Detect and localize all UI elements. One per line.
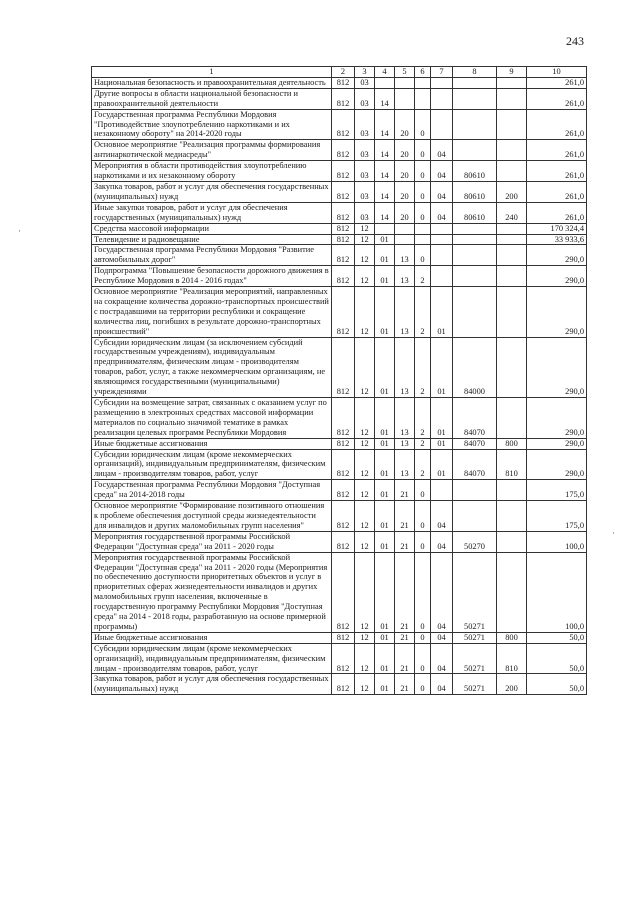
table-row — [92, 480, 587, 501]
code-section: 03 — [355, 77, 375, 88]
code-section: 03 — [355, 202, 375, 223]
code-activity — [431, 480, 453, 501]
code-section: 03 — [355, 109, 375, 140]
code-activity: 04 — [431, 501, 453, 532]
code-activity: 01 — [431, 398, 453, 439]
code-admin: 812 — [332, 202, 355, 223]
row-name: Субсидии юридическим лицам (за исключением субсидий государственным учреждениям), индивидуальным предпринимателям, физическим лицам - производителям товаров, работ, услуг, а также некоммерческим организациям, не являющимся государственными (муниципальными) учреждениями — [92, 337, 332, 397]
code-subsection: 01 — [375, 266, 395, 287]
code-subsection: 01 — [375, 501, 395, 532]
column-number: 8 — [453, 67, 497, 78]
column-number: 7 — [431, 67, 453, 78]
row-amount: 261,0 — [527, 77, 587, 88]
code-expense-type: 200 — [497, 181, 527, 202]
code-admin: 812 — [332, 398, 355, 439]
code-expense-type — [497, 234, 527, 245]
code-direction — [453, 234, 497, 245]
code-subsection: 01 — [375, 552, 395, 632]
code-program: 13 — [395, 449, 415, 480]
code-admin: 812 — [332, 245, 355, 266]
code-program: 21 — [395, 643, 415, 674]
row-amount: 175,0 — [527, 480, 587, 501]
row-name: Другие вопросы в области национальной безопасности и правоохранительной деятельности — [92, 88, 332, 109]
row-amount: 261,0 — [527, 109, 587, 140]
code-expense-type — [497, 88, 527, 109]
code-activity: 04 — [431, 161, 453, 182]
code-program — [395, 234, 415, 245]
code-program: 21 — [395, 632, 415, 643]
code-subsection: 14 — [375, 161, 395, 182]
code-section: 12 — [355, 234, 375, 245]
code-admin: 812 — [332, 480, 355, 501]
code-admin: 812 — [332, 287, 355, 338]
row-amount: 100,0 — [527, 531, 587, 552]
code-program: 13 — [395, 266, 415, 287]
code-subsection: 01 — [375, 632, 395, 643]
code-subprogram: 0 — [415, 674, 431, 695]
code-program: 13 — [395, 337, 415, 397]
code-direction — [453, 245, 497, 266]
column-number: 10 — [527, 67, 587, 78]
code-admin: 812 — [332, 140, 355, 161]
code-expense-type: 810 — [497, 643, 527, 674]
code-program: 20 — [395, 202, 415, 223]
table-row — [92, 287, 587, 338]
row-name: Основное мероприятие "Реализация программы формирования антинаркотической медиасреды" — [92, 140, 332, 161]
table-row — [92, 202, 587, 223]
code-subprogram: 0 — [415, 109, 431, 140]
code-expense-type — [497, 552, 527, 632]
code-program: 13 — [395, 438, 415, 449]
column-numbers-row — [92, 67, 587, 78]
code-activity — [431, 245, 453, 266]
row-amount: 261,0 — [527, 202, 587, 223]
code-section: 12 — [355, 480, 375, 501]
column-number: 9 — [497, 67, 527, 78]
code-direction — [453, 140, 497, 161]
code-expense-type — [497, 531, 527, 552]
row-amount: 290,0 — [527, 438, 587, 449]
code-section: 12 — [355, 632, 375, 643]
row-name: Иные закупки товаров, работ и услуг для обеспечения государственных (муниципальных) нужд — [92, 202, 332, 223]
table-row — [92, 266, 587, 287]
code-activity: 04 — [431, 202, 453, 223]
table-row — [92, 552, 587, 632]
code-direction: 50271 — [453, 643, 497, 674]
code-activity — [431, 77, 453, 88]
code-admin: 812 — [332, 438, 355, 449]
code-subsection — [375, 223, 395, 234]
code-expense-type — [497, 287, 527, 338]
code-direction: 84000 — [453, 337, 497, 397]
code-activity: 04 — [431, 632, 453, 643]
row-name: Основное мероприятие "Формирование позитивного отношения к проблеме обеспечения доступной среды жизнедеятельности для инвалидов и других маломобильных групп населения" — [92, 501, 332, 532]
code-activity — [431, 234, 453, 245]
code-expense-type: 800 — [497, 438, 527, 449]
code-section: 12 — [355, 337, 375, 397]
code-admin: 812 — [332, 449, 355, 480]
table-row — [92, 531, 587, 552]
row-name: Субсидии юридическим лицам (кроме некоммерческих организаций), индивидуальным предпринимателям, физическим лицам - производителям товаров, работ, услуг — [92, 449, 332, 480]
code-admin: 812 — [332, 88, 355, 109]
code-subprogram: 0 — [415, 531, 431, 552]
table-row — [92, 223, 587, 234]
code-direction: 50271 — [453, 632, 497, 643]
code-expense-type — [497, 77, 527, 88]
code-subprogram: 0 — [415, 202, 431, 223]
code-subprogram: 0 — [415, 480, 431, 501]
code-admin: 812 — [332, 552, 355, 632]
code-expense-type: 800 — [497, 632, 527, 643]
code-subsection: 01 — [375, 398, 395, 439]
code-direction — [453, 266, 497, 287]
code-direction: 50271 — [453, 674, 497, 695]
code-program — [395, 77, 415, 88]
code-program: 21 — [395, 674, 415, 695]
code-section: 12 — [355, 674, 375, 695]
code-subprogram — [415, 223, 431, 234]
table-row — [92, 501, 587, 532]
table-row — [92, 140, 587, 161]
row-amount: 261,0 — [527, 140, 587, 161]
row-name: Мероприятия государственной программы Российской Федерации "Доступная среда" на 2011 - 2020 годы — [92, 531, 332, 552]
column-number: 2 — [332, 67, 355, 78]
row-amount: 290,0 — [527, 449, 587, 480]
row-name: Субсидии на возмещение затрат, связанных с оказанием услуг по размещению в электронных средствах массовой информации материалов по социально значимой тематике в рамках реализации целевых программ Республики Мордовия — [92, 398, 332, 439]
code-expense-type — [497, 266, 527, 287]
code-program: 20 — [395, 161, 415, 182]
code-activity: 04 — [431, 531, 453, 552]
code-subsection: 01 — [375, 674, 395, 695]
code-direction — [453, 109, 497, 140]
table-row — [92, 449, 587, 480]
code-subsection: 01 — [375, 643, 395, 674]
code-direction — [453, 501, 497, 532]
row-name: Телевидение и радиовещание — [92, 234, 332, 245]
code-activity — [431, 223, 453, 234]
code-section: 12 — [355, 438, 375, 449]
code-admin: 812 — [332, 77, 355, 88]
code-section: 12 — [355, 501, 375, 532]
scan-mark: · — [18, 226, 21, 236]
row-name: Субсидии юридическим лицам (кроме некоммерческих организаций), индивидуальным предпринимателям, физическим лицам - производителям товаров, работ, услуг — [92, 643, 332, 674]
row-name: Закупка товаров, работ и услуг для обеспечения государственных (муниципальных) нужд — [92, 674, 332, 695]
code-subsection: 01 — [375, 287, 395, 338]
code-direction: 50270 — [453, 531, 497, 552]
row-name: Государственная программа Республики Мордовия "Доступная среда" на 2014-2018 годы — [92, 480, 332, 501]
row-amount: 100,0 — [527, 552, 587, 632]
code-subprogram — [415, 88, 431, 109]
code-section: 12 — [355, 531, 375, 552]
table-row — [92, 245, 587, 266]
code-activity — [431, 266, 453, 287]
code-subprogram: 0 — [415, 643, 431, 674]
code-program: 13 — [395, 398, 415, 439]
row-name: Государственная программа Республики Мордовия "Противодействие злоупотреблению наркотиками и их незаконному обороту" на 2014-2020 годы — [92, 109, 332, 140]
row-amount: 261,0 — [527, 181, 587, 202]
code-activity: 04 — [431, 674, 453, 695]
code-admin: 812 — [332, 234, 355, 245]
code-expense-type — [497, 140, 527, 161]
code-expense-type — [497, 337, 527, 397]
code-subsection: 14 — [375, 181, 395, 202]
row-name: Закупка товаров, работ и услуг для обеспечения государственных (муниципальных) нужд — [92, 181, 332, 202]
code-subsection: 14 — [375, 109, 395, 140]
code-direction: 84070 — [453, 449, 497, 480]
code-activity: 04 — [431, 643, 453, 674]
code-subprogram: 0 — [415, 245, 431, 266]
code-subprogram: 0 — [415, 161, 431, 182]
row-name: Мероприятия в области противодействия злоупотреблению наркотиками и их незаконному обороту — [92, 161, 332, 182]
code-section: 12 — [355, 266, 375, 287]
row-amount: 50,0 — [527, 632, 587, 643]
code-admin: 812 — [332, 643, 355, 674]
code-program: 20 — [395, 109, 415, 140]
code-direction: 80610 — [453, 181, 497, 202]
code-expense-type: 200 — [497, 674, 527, 695]
code-expense-type — [497, 480, 527, 501]
table-row — [92, 77, 587, 88]
code-direction: 84070 — [453, 438, 497, 449]
page-number: 243 — [566, 34, 584, 48]
table-row — [92, 109, 587, 140]
code-subprogram — [415, 77, 431, 88]
table-body — [92, 77, 587, 694]
code-direction: 80610 — [453, 161, 497, 182]
code-program: 20 — [395, 140, 415, 161]
table-row — [92, 674, 587, 695]
code-admin: 812 — [332, 501, 355, 532]
code-section: 12 — [355, 643, 375, 674]
row-name: Основное мероприятие "Реализация мероприятий, направленных на сокращение количества дорожно-транспортных происшествий с пострадавшими на территории республики и сокращение количества лиц, погибших в результате дорожно-транспортных происшествий" — [92, 287, 332, 338]
table-row — [92, 234, 587, 245]
code-subprogram: 0 — [415, 181, 431, 202]
row-amount: 50,0 — [527, 643, 587, 674]
table-row — [92, 643, 587, 674]
code-admin: 812 — [332, 266, 355, 287]
code-subprogram: 0 — [415, 140, 431, 161]
row-amount: 50,0 — [527, 674, 587, 695]
column-number: 1 — [92, 67, 332, 78]
code-section: 03 — [355, 161, 375, 182]
code-program: 21 — [395, 552, 415, 632]
code-activity — [431, 109, 453, 140]
code-expense-type — [497, 223, 527, 234]
code-section: 12 — [355, 223, 375, 234]
row-amount: 175,0 — [527, 501, 587, 532]
code-activity: 04 — [431, 181, 453, 202]
code-program — [395, 88, 415, 109]
table-row — [92, 398, 587, 439]
column-number: 5 — [395, 67, 415, 78]
code-section: 12 — [355, 398, 375, 439]
code-activity: 01 — [431, 337, 453, 397]
code-program: 21 — [395, 501, 415, 532]
code-activity: 01 — [431, 449, 453, 480]
code-activity: 01 — [431, 287, 453, 338]
row-name: Средства массовой информации — [92, 223, 332, 234]
row-amount: 290,0 — [527, 398, 587, 439]
code-section: 12 — [355, 552, 375, 632]
code-expense-type — [497, 398, 527, 439]
code-program: 21 — [395, 480, 415, 501]
code-section: 03 — [355, 88, 375, 109]
code-direction — [453, 480, 497, 501]
code-admin: 812 — [332, 632, 355, 643]
row-name: Национальная безопасность и правоохранительная деятельность — [92, 77, 332, 88]
row-name: Государственная программа Республики Мордовия "Развитие автомобильных дорог" — [92, 245, 332, 266]
code-activity — [431, 88, 453, 109]
code-section: 12 — [355, 287, 375, 338]
code-direction — [453, 287, 497, 338]
code-program: 13 — [395, 287, 415, 338]
code-subprogram: 0 — [415, 632, 431, 643]
code-activity: 04 — [431, 140, 453, 161]
code-admin: 812 — [332, 109, 355, 140]
column-number: 3 — [355, 67, 375, 78]
code-subsection: 01 — [375, 449, 395, 480]
code-expense-type — [497, 245, 527, 266]
table-row — [92, 88, 587, 109]
code-subsection: 14 — [375, 202, 395, 223]
code-admin: 812 — [332, 181, 355, 202]
code-section: 12 — [355, 449, 375, 480]
code-admin: 812 — [332, 337, 355, 397]
code-subsection: 14 — [375, 140, 395, 161]
row-amount: 170 324,4 — [527, 223, 587, 234]
code-activity: 04 — [431, 552, 453, 632]
code-direction — [453, 77, 497, 88]
row-amount: 290,0 — [527, 287, 587, 338]
row-name: Подпрограмма "Повышение безопасности дорожного движения в Республике Мордовия в 2014 - 2016 годах" — [92, 266, 332, 287]
code-expense-type — [497, 161, 527, 182]
code-program: 20 — [395, 181, 415, 202]
column-number: 6 — [415, 67, 431, 78]
code-subsection: 01 — [375, 480, 395, 501]
code-subprogram: 2 — [415, 337, 431, 397]
code-activity: 01 — [431, 438, 453, 449]
code-subsection: 01 — [375, 245, 395, 266]
table-row — [92, 337, 587, 397]
scan-mark: · — [612, 528, 615, 538]
code-direction: 80610 — [453, 202, 497, 223]
code-section: 03 — [355, 140, 375, 161]
row-name: Иные бюджетные ассигнования — [92, 632, 332, 643]
row-amount: 261,0 — [527, 161, 587, 182]
table-row — [92, 161, 587, 182]
code-subprogram: 2 — [415, 398, 431, 439]
code-program: 21 — [395, 531, 415, 552]
code-program: 13 — [395, 245, 415, 266]
code-section: 03 — [355, 181, 375, 202]
budget-table — [91, 66, 587, 695]
code-subprogram: 2 — [415, 287, 431, 338]
code-admin: 812 — [332, 531, 355, 552]
code-subprogram: 0 — [415, 552, 431, 632]
column-number: 4 — [375, 67, 395, 78]
code-subprogram: 2 — [415, 266, 431, 287]
table-row — [92, 181, 587, 202]
row-amount: 290,0 — [527, 266, 587, 287]
code-subsection: 01 — [375, 234, 395, 245]
code-expense-type — [497, 501, 527, 532]
table-row — [92, 632, 587, 643]
code-admin: 812 — [332, 223, 355, 234]
row-amount: 261,0 — [527, 88, 587, 109]
code-subsection: 14 — [375, 88, 395, 109]
code-subprogram: 2 — [415, 449, 431, 480]
row-amount: 290,0 — [527, 245, 587, 266]
code-subsection: 01 — [375, 531, 395, 552]
row-amount: 33 933,6 — [527, 234, 587, 245]
code-subsection — [375, 77, 395, 88]
code-expense-type: 810 — [497, 449, 527, 480]
code-admin: 812 — [332, 674, 355, 695]
code-direction — [453, 223, 497, 234]
code-admin: 812 — [332, 161, 355, 182]
row-name: Иные бюджетные ассигнования — [92, 438, 332, 449]
code-section: 12 — [355, 245, 375, 266]
code-subprogram: 2 — [415, 438, 431, 449]
code-expense-type: 240 — [497, 202, 527, 223]
row-amount: 290,0 — [527, 337, 587, 397]
code-expense-type — [497, 109, 527, 140]
row-name: Мероприятия государственной программы Российской Федерации "Доступная среда" на 2011 - 2020 годы (Мероприятия по обеспечению доступности приоритетных объектов и услуг в приоритетных сферах жизнедеятельности инвалидов и других маломобильных групп населения, включенные в государственную программу Республики Мордовия "Доступная среда" на 2014 - 2018 годы, разработанную на основе примерной программы) — [92, 552, 332, 632]
code-direction — [453, 88, 497, 109]
code-subsection: 01 — [375, 438, 395, 449]
code-subprogram: 0 — [415, 501, 431, 532]
code-direction: 50271 — [453, 552, 497, 632]
code-direction: 84070 — [453, 398, 497, 439]
code-subprogram — [415, 234, 431, 245]
table-row — [92, 438, 587, 449]
code-subsection: 01 — [375, 337, 395, 397]
code-program — [395, 223, 415, 234]
